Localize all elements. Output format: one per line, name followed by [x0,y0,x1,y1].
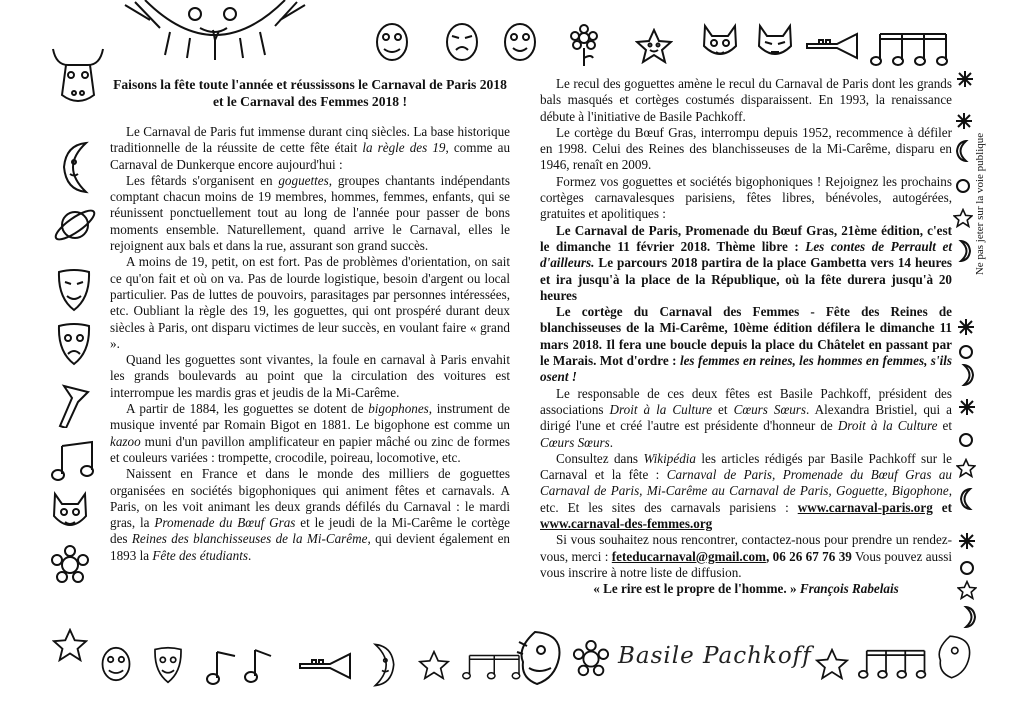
music-notes-icon [462,648,522,684]
paragraph: Si vous souhaitez nous rencontrer, contactez-nous pour prendre un rendez-vous, merci : feteducarnaval@gmail.com, 06 26 67 76 39 Vous pouvez aussi vous inscrire à notre liste de diffusion. [540,532,952,580]
theater-mask-icon [152,646,184,684]
crescent-moon-icon [958,364,976,386]
music-notes-icon [870,28,950,68]
sun-face-icon [115,0,315,60]
paragraph: Le recul des goguettes amène le recul du Carnaval de Paris dont les grands bals masqués et cortèges costumés disparaissent. En 1993, la renaissance débute à l'initiative de Basile Pachkoff. [540,76,952,124]
carnaval-femmes-link[interactable]: www.carnaval-des-femmes.org [540,516,713,532]
star-icon [52,628,88,662]
cat-face-icon [755,22,795,62]
paragraph: Les fêtards s'organisent en goguettes, groupes chantants indépendants comptant chacun moins de 19 membres, hommes, femmes, enfants, qui se réunissent ponctuellement tout au long de l'année pour passer de bons moments ensemble. Naturellement, quand arrive le Carnaval, elles le rejoignent aux bals et dans la rue, assurant son grand succès. [110,172,511,254]
paragraph: Le responsable de ces deux fêtes est Basile Pachkoff, président des associations Droit à la Culture et Cœurs Sœurs. Alexandra Bristiel, qui a dirigé l'une et créé l'autre est présidente d'honneur de Droit à la Culture et Cœurs Sœurs. [540,385,952,450]
email-link[interactable]: feteducarnaval@gmail.com [611,548,766,564]
event-paragraph: Le Carnaval de Paris, Promenade du Bœuf Gras, 21ème édition, c'est le dimanche 11 février 2018. Thème libre : Les contes de Perrault et d'ailleurs. Le parcours 2018 partira de la place Gambetta vers 14 heures et ira jusqu'à la place de la République, où la fête durera jusqu'à 20 heures [540,222,952,303]
flower-icon [572,640,610,678]
cat-face-icon [50,490,90,534]
trumpet-icon [298,652,353,680]
theater-mask-icon [56,322,92,366]
right-column [540,76,952,598]
star-icon [956,458,976,478]
cat-face-icon [700,22,740,62]
theater-mask-icon [56,268,92,312]
paragraph: Le cortège du Bœuf Gras, interrompu depuis 1952, recommence à défiler en 1998. Celui des Reines des blanchisseuses de la Mi-Carême, disparu en 1946, renaît en 2009. [540,124,952,173]
star-icon [635,28,673,64]
music-notes-icon [205,646,275,686]
circle-icon [958,432,974,448]
dragon-head-icon [934,632,974,682]
asterisk-star-icon [957,318,975,336]
paragraph: A moins de 19, petit, on est fort. Pas de problèmes d'orientation, on sait ce qu'on fait et où on va. Pas de lourde logistique, besoin d'argent ou local particulier. Pas de luttes de pouvoirs, parasitages par personnes intéressées, etc. Oubliant la règle des 19, les goguettes, qui ont prospéré durant deux siècles à Paris, ont disparu victimes de leur succès, en voulant faire « grand ». [110,254,510,351]
side-note: Ne pas jeter sur la voie publique [974,132,986,276]
asterisk-star-icon [956,70,974,88]
music-notes-icon [858,644,928,682]
paragraph: Formez vos goguettes et sociétés bigophoniques ! Rejoignez les prochains cortèges carnavalesques parisiens, fêtes libres, bénévoles, autogérées, gratuites et apolitiques : [540,173,952,222]
circle-icon [958,344,974,360]
trumpet-icon [52,382,92,428]
bull-head-icon [48,45,108,110]
paragraph: Quand les goguettes sont vivantes, la foule en carnaval à Paris envahit les grands boulevards au point que la circulation des voitures est interrompue les mardis gras et jeudis de la Mi-Carême. [110,352,510,400]
music-notes-icon [50,440,98,484]
asterisk-star-icon [958,532,976,550]
quote: « Le rire est le propre de l'homme. » François Rabelais [593,581,899,597]
flower-icon [567,24,601,68]
asterisk-star-icon [958,398,976,416]
moon-face-icon [58,140,98,195]
carnaval-paris-link[interactable]: www.carnaval-paris.org [797,499,933,515]
star-icon [815,648,849,680]
paragraph: A partir de 1884, les goguettes se dotent de bigophones, instrument de musique inventé par Romain Bigot en 1881. Le bigophone est comme un kazoo muni d'un pavillon amplificateur en papier mâché ou zinc de formes et couleurs variées : trompette, crocodile, poireau, locomotive, etc. [110,401,510,465]
circle-icon [955,178,971,194]
smiley-face-icon [375,22,409,62]
left-column [110,76,510,564]
circle-icon [959,560,975,576]
crescent-moon-icon [954,140,972,162]
smiley-face-icon [503,22,537,62]
page-title: Faisons la fête toute l'année et réussissons le Carnaval de Paris 2018 et le Carnaval des Femmes 2018 ! [113,77,507,109]
crescent-moon-icon [958,488,976,510]
trumpet-icon [805,32,860,60]
flower-icon [50,545,90,585]
smiley-face-icon [445,22,479,62]
crescent-moon-icon [955,240,973,262]
signature: Basile Pachkoff [618,643,812,669]
asterisk-star-icon [955,112,973,130]
moon-face-icon [364,642,400,688]
paragraph: Consultez dans Wikipédia les articles rédigés par Basile Pachkoff sur le Carnaval et la fête : Carnaval de Paris, Promenade du Bœuf Gras au Carnaval de Paris, Mi-Carême au Carnaval de Paris, Goguette, Bigophone, etc. Et les sites des carnavals parisiens : www.carnaval-paris.org et www.carnaval-des-femmes.org [540,450,952,532]
dragon-head-icon [515,628,565,688]
planet-icon [50,200,100,250]
paragraph: Naissent en France et dans le monde des milliers de goguettes organisées en sociétés bigophoniques qui animent fêtes et carnavals. A Paris, on les voit animant les deux grands défilés du Carnaval : le mardi gras, la Promenade du Bœuf Gras et le jeudi de la Mi-Carême le cortège des Reines des blanchisseuses de la Mi-Carême, qui devient également en 1893 la Fête des étudiants. [110,466,511,563]
event-paragraph: Le cortège du Carnaval des Femmes - Fête des Reines de blanchisseuses de la Mi-Carême, 10ème édition défilera le dimanche 11 mars 2018. Il fera une boucle depuis la place du Châtelet en passant par le Marais. Mot d'ordre : les femmes en reines, les hommes en femmes, s'ils osent ! [540,304,952,385]
star-icon [418,650,450,680]
paragraph: Le Carnaval de Paris fut immense durant cinq siècles. La base historique traditionnelle de la réussite de cette fête était la règle des 19, comme au Carnaval de Dunkerque encore aujourd'hui : [110,124,511,172]
crescent-moon-icon [960,606,978,628]
star-icon [957,580,977,600]
star-icon [953,208,973,228]
smiley-face-icon [100,646,132,682]
